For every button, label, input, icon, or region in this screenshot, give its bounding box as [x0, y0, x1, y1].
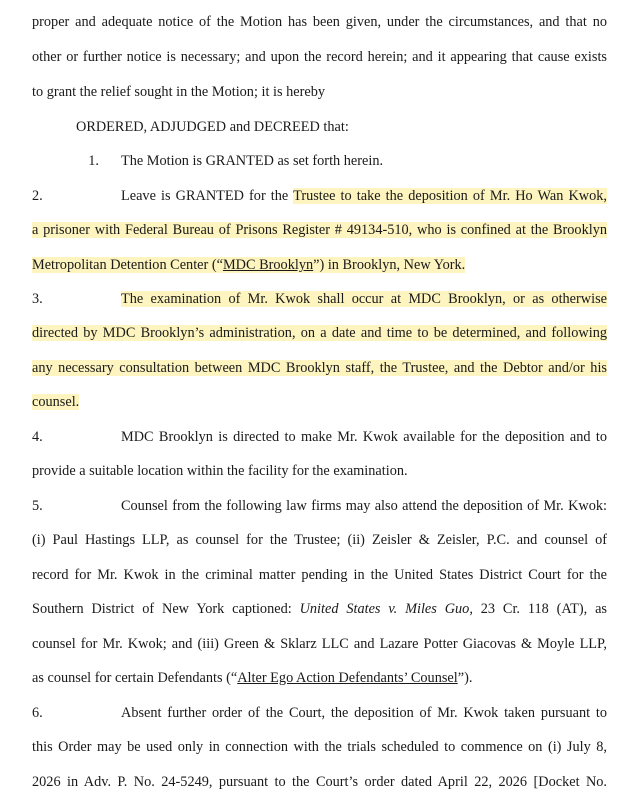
ordered-heading-text: ORDERED, ADJUDGED and DECREED that: [76, 119, 349, 135]
item-number: 1. [88, 153, 99, 169]
highlighted-text: The examination of Mr. Kwok shall occur at MDC Brooklyn, or as otherwise [121, 291, 607, 307]
item-4-line-1 [32, 427, 607, 447]
item-number: 6. [32, 705, 43, 721]
item-4-line-2: provide a suitable location within the facility for the examination. [32, 463, 408, 479]
item-5-line-6: as counsel for certain Defendants (“Alter Ego Action Defendants’ Counsel”). [32, 670, 473, 686]
intro-line-2: other or further notice is necessary; and upon the record herein; and it appearing that cause exists [32, 49, 607, 65]
item-5-line-4: Southern District of New York captioned: United States v. Miles Guo, 23 Cr. 118 (AT), as [32, 601, 607, 617]
highlighted-text: Metropolitan Detention Center (“MDC Brooklyn”) in Brooklyn, New York. [32, 257, 466, 273]
item-5-line-1 [32, 496, 607, 516]
item-number: 2. [32, 188, 43, 204]
item-number: 3. [32, 291, 43, 307]
item-text: MDC Brooklyn is directed to make Mr. Kwok available for the deposition and to [121, 429, 607, 445]
item-2-line-3 [32, 255, 607, 275]
intro-line-3: to grant the relief sought in the Motion; it is hereby [32, 84, 326, 100]
ordered-heading [32, 117, 607, 137]
highlighted-text: a prisoner with Federal Bureau of Prisons Register # 49134-510, who is confined at the Brooklyn [32, 222, 607, 238]
highlighted-text: counsel. [32, 394, 80, 410]
item-5-line-5: counsel for Mr. Kwok; and (iii) Green & Sklarz LLC and Lazare Potter Giacovas & Moyle LLP, [32, 636, 607, 652]
item-text: The Motion is GRANTED as set forth herein. [121, 153, 384, 169]
item-2-line-2 [32, 220, 607, 240]
highlighted-text: directed by MDC Brooklyn’s administration, on a date and time to be determined, and following [32, 325, 607, 341]
defined-term: Alter Ego Action Defendants’ Counsel [237, 670, 458, 686]
item-5-line-3: record for Mr. Kwok in the criminal matter pending in the United States District Court for the [32, 567, 607, 583]
defined-term: MDC Brooklyn [222, 257, 314, 273]
item-number: 5. [32, 498, 43, 514]
highlighted-text: Trustee to take the deposition of Mr. Ho Wan Kwok, [293, 188, 607, 204]
item-number: 4. [32, 429, 43, 445]
item-6-line-1 [32, 703, 607, 723]
item-1-line-1 [32, 151, 607, 171]
item-3-line-3 [32, 358, 607, 378]
item-text: Counsel from the following law firms may also attend the deposition of Mr. Kwok: [121, 498, 607, 514]
case-caption: United States v. Miles Guo [299, 601, 470, 617]
item-6-line-2: this Order may be used only in connection with the trials scheduled to commence on (i) July 8, [32, 739, 607, 755]
highlighted-text: any necessary consultation between MDC Brooklyn staff, the Trustee, and the Debtor and/or his [32, 360, 607, 376]
item-text: Absent further order of the Court, the deposition of Mr. Kwok taken pursuant to [121, 705, 607, 721]
item-3-line-1 [32, 289, 607, 309]
item-3-line-4 [32, 392, 607, 412]
item-2-line-1 [32, 186, 607, 206]
item-6-line-3: 2026 in Adv. P. No. 24-5249, pursuant to the Court’s order dated April 22, 2026 [Docket No. [32, 774, 607, 790]
item-text: Leave is GRANTED for the [121, 188, 294, 204]
item-5-line-2: (i) Paul Hastings LLP, as counsel for the Trustee; (ii) Zeisler & Zeisler, P.C. and counsel of [32, 532, 607, 548]
item-3-line-2 [32, 323, 607, 343]
intro-line-1: proper and adequate notice of the Motion has been given, under the circumstances, and that no [32, 14, 607, 30]
